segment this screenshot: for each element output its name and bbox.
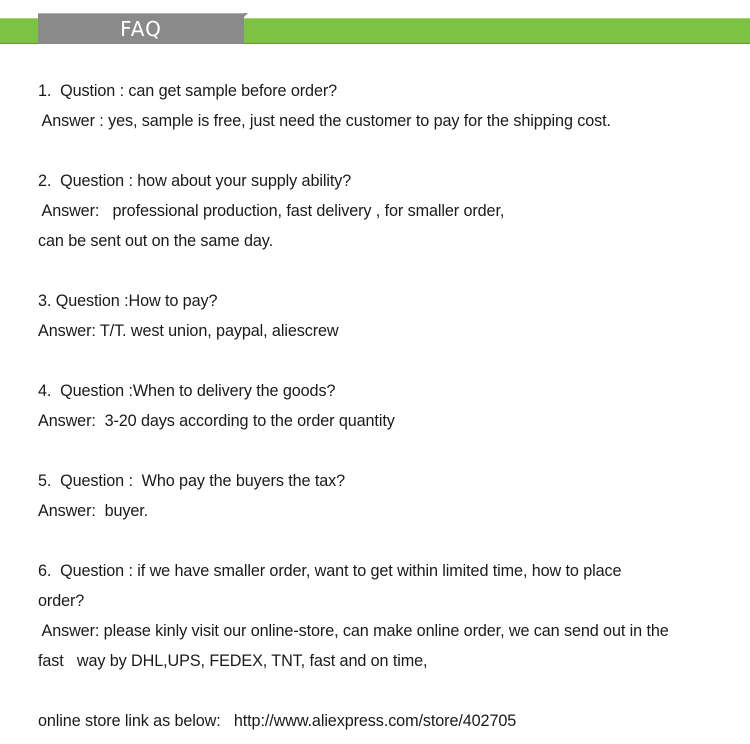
faq-item <box>38 556 738 676</box>
faq-answer: Answer: please kinly visit our online-store, can make online order, we can send out in the <box>38 622 669 640</box>
page-title: FAQ <box>120 17 162 41</box>
faq-question: 5. Question : Who pay the buyers the tax? <box>38 472 346 490</box>
faq-content <box>38 76 738 736</box>
faq-question: 6. Question : if we have smaller order, want to get within limited time, how to place <box>38 562 622 580</box>
spacer <box>38 526 738 556</box>
faq-header-tab <box>38 13 244 44</box>
faq-question: 1. Qustion : can get sample before order? <box>38 82 338 100</box>
faq-answer-continued: can be sent out on the same day. <box>38 232 273 250</box>
faq-question: 3. Question :How to pay? <box>38 292 218 310</box>
spacer <box>38 256 738 286</box>
spacer <box>38 346 738 376</box>
spacer <box>38 676 738 706</box>
faq-answer: Answer: buyer. <box>38 502 149 520</box>
faq-item <box>38 376 738 436</box>
faq-question: 2. Question : how about your supply ability? <box>38 172 352 190</box>
faq-answer: Answer: professional production, fast delivery , for smaller order, <box>38 202 505 220</box>
faq-item <box>38 286 738 346</box>
faq-item <box>38 76 738 136</box>
faq-question-continued: order? <box>38 592 85 610</box>
spacer <box>38 136 738 166</box>
faq-answer: Answer : yes, sample is free, just need the customer to pay for the shipping cost. <box>38 112 611 130</box>
faq-answer-continued: fast way by DHL,UPS, FEDEX, TNT, fast and on time, <box>38 652 428 670</box>
faq-answer: Answer: 3-20 days according to the order quantity <box>38 412 395 430</box>
faq-question: 4. Question :When to delivery the goods? <box>38 382 336 400</box>
tab-corner-decoration <box>244 13 248 17</box>
faq-item <box>38 166 738 256</box>
faq-answer: Answer: T/T. west union, paypal, aliescrew <box>38 322 339 340</box>
spacer <box>38 436 738 466</box>
store-link-text: online store link as below: http://www.aliexpress.com/store/402705 <box>38 712 517 730</box>
faq-item <box>38 466 738 526</box>
